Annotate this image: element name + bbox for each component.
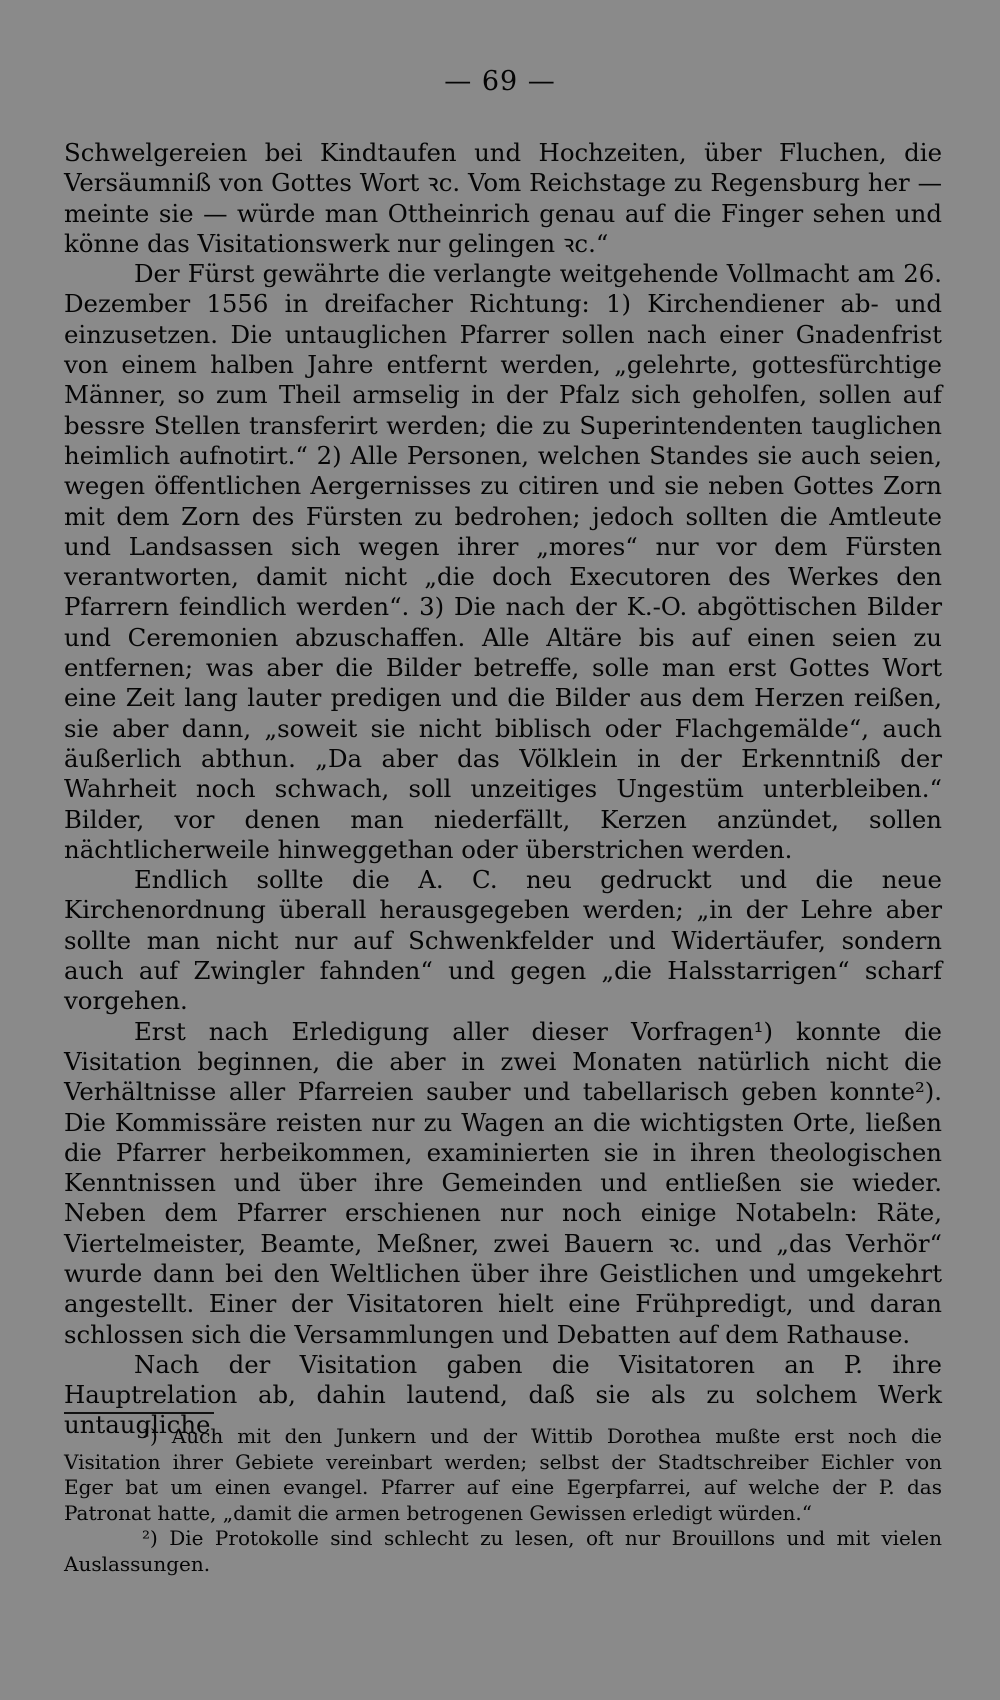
footnote-divider [64, 1412, 214, 1414]
footnotes [64, 1424, 942, 1577]
footnote-1: ¹) Auch mit den Junkern und der Wittib Dorothea mußte erst noch die Visitation ihrer Gebiete vereinbart werden; selbst der Stadtschreiber Eichler von Eger bat um einen evangel. Pfarrer auf eine Egerpfarrei, auf welche der P. das Patronat hatte, „damit die armen betrogenen Gewissen erledigt würden.“ [64, 1424, 942, 1525]
paragraph-hauptrelation: Nach der Visitation gaben die Visitatoren an P. ihre Hauptrelation ab, dahin lautend, daß sie als zu solchem Werk untaugliche [64, 1349, 942, 1440]
paragraph-vollmacht: Der Fürst gewährte die verlangte weitgehende Vollmacht am 26. Dezember 1556 in dreifacher Richtung: 1) Kirchendiener ab- und einzusetzen. Die untauglichen Pfarrer sollen nach einer Gnadenfrist von einem halben Jahre entfernt werden, „gelehrte, gottesfürchtige Männer, so zum Theil armselig in der Pfalz sich geholfen, sollen auf bessre Stellen transferirt werden; die zu Superintendenten tauglichen heimlich aufnotirt.“ 2) Alle Personen, welchen Standes sie auch seien, wegen öffentlichen Aergernisses zu citiren und sie neben Gottes Zorn mit dem Zorn des Fürsten zu bedrohen; jedoch sollten die Amtleute und Landsassen sich wegen ihrer „mores“ nur vor dem Fürsten verantworten, damit nicht „die doch Executoren des Werkes den Pfarrern feindlich werden“. 3) Die nach der K.-O. abgöttischen Bilder und Ceremonien abzuschaffen. Alle Altäre bis auf einen seien zu entfernen; was aber die Bilder betreffe, solle man erst Gottes Wort eine Zeit lang lauter predigen und die Bilder aus dem Herzen reißen, sie aber dann, „soweit sie nicht biblisch oder Flachgemälde“, auch äußerlich abthun. „Da aber das Völklein in der Erkenntniß der Wahrheit noch schwach, soll unzeitiges Ungestüm unterbleiben.“ Bilder, vor denen man niederfällt, Kerzen anzündet, sollen nächtlicherweile hinweggethan oder überstrichen werden. [64, 259, 942, 864]
paragraph-kirchenordnung: Endlich sollte die A. C. neu gedruckt und die neue Kirchenordnung überall herausgegeben werden; „in der Lehre aber sollte man nicht nur auf Schwenkfelder und Widertäufer, sondern auch auf Zwingler fahnden“ und gegen „die Halsstarrigen“ scharf vorgehen. [64, 865, 942, 1016]
page-number: — 69 — [444, 66, 556, 97]
body-text [64, 138, 942, 1441]
footnote-2: ²) Die Protokolle sind schlecht zu lesen, oft nur Brouillons und mit vielen Auslassungen. [64, 1526, 942, 1576]
paragraph-visitation: Erst nach Erledigung aller dieser Vorfragen¹) konnte die Visitation beginnen, die aber in zwei Monaten natürlich nicht die Verhältnisse aller Pfarreien sauber und tabellarisch geben konnte²). Die Kommissäre reisten nur zu Wagen an die wichtigsten Orte, ließen die Pfarrer herbeikommen, examinierten sie in ihren theologischen Kenntnissen und über ihre Gemeinden und entließen sie wieder. Neben dem Pfarrer erschienen nur noch einige Notabeln: Räte, Viertelmeister, Beamte, Meßner, zwei Bauern ꝛc. und „das Verhör“ wurde dann bei den Weltlichen über ihre Geistlichen und umgekehrt angestellt. Einer der Visitatoren hielt eine Frühpredigt, und daran schlossen sich die Versammlungen und Debatten auf dem Rathause. [64, 1016, 942, 1349]
paragraph-continuation: Schwelgereien bei Kindtaufen und Hochzeiten, über Fluchen, die Versäumniß von Gottes Wort ꝛc. Vom Reichstage zu Regensburg her — meinte sie — würde man Ottheinrich genau auf die Finger sehen und könne das Visitationswerk nur gelingen ꝛc.“ [64, 138, 942, 258]
